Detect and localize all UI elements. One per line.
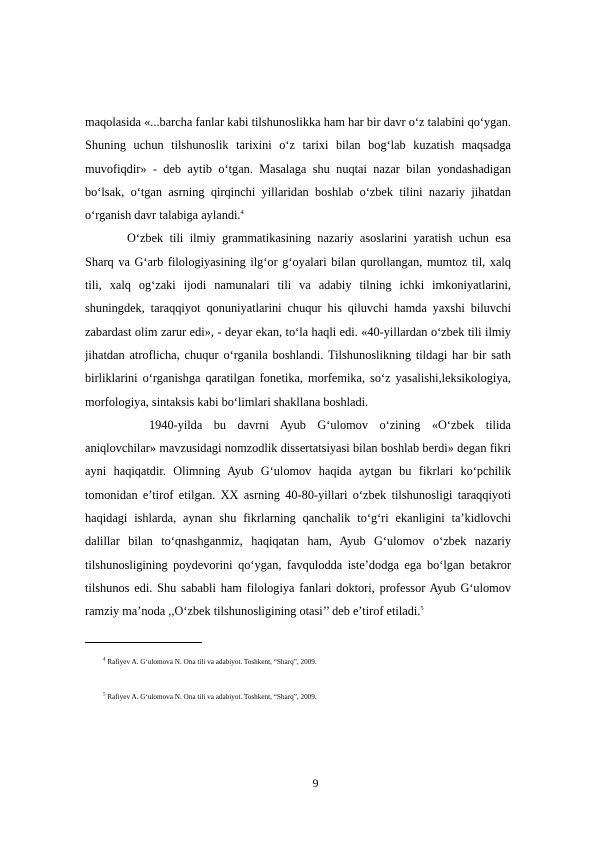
paragraph-2 [85, 227, 511, 413]
footnote-ref-5[interactable]: 5 [420, 605, 424, 613]
footnote-4 [103, 657, 523, 667]
footnote-ref-4[interactable]: 4 [240, 209, 244, 217]
main-text [85, 111, 511, 624]
footnote-text: Rafiyev A. G‘ulomova N. Ona tili va adabiyot. Toshkent, “Sharq”, 2009. [107, 693, 317, 701]
paragraph-3 [85, 414, 511, 624]
footnote-number: 5 [103, 692, 106, 698]
paragraph-3-text: 1940-yilda bu davrni Ayub G‘ulomov o‘zining «O‘zbek tilida aniqlovchilar» mavzusidagi nomzodlik dissertatsiyasi bilan boshlab berdi» degan fikri ayni haqiqatdir. Olimning Ayub G‘ulomov haqida aytgan bu fikrlari ko‘pchilik tomonidan e’tirof etilgan. XX asrning 40-80-yillari o‘zbek tilshunosligi taraqqiyoti haqidagi ishlarda, aynan shu fikrlarning qanchalik to‘g‘ri ekanligini ta’kidlovchi dalillar bilan to‘qnashganmiz, haqiqatan ham, Ayub G‘ulomov o‘zbek nazariy tilshunosligining poydevorini qo‘ygan, favqulodda iste’dodga ega bo‘lgan betakror tilshunos edi. Shu sababli ham filologiya fanlari doktori, professor Ayub G‘ulomov ramziy ma’noda ,,O‘zbek tilshunosligining otasi’’ deb e’tirof etiladi. [85, 417, 511, 619]
footnote-text: Rafiyev A. G‘ulomova N. Ona tili va adabiyot. Toshkent, “Sharq”, 2009. [107, 658, 317, 666]
footnote-number: 4 [103, 657, 106, 663]
paragraph-2-text: O‘zbek tili ilmiy grammatikasining nazariy asoslarini yaratish uchun esa Sharq va G‘arb filologiyasining ilg‘or g‘oyalari bilan qurollangan, mumtoz til, xalq tili, xalq og‘zaki ijodi namunalari tili va adabiy tilning ichki imkoniyatlarini, shuningdek, taraqqiyot qonuniyatlarini chuqur his qiluvchi hamda yaxshi biluvchi zabardast olim zarur edi», - deyar ekan, to‘la haqli edi. «40-yillardan o‘zbek tili ilmiy jihatdan atroflicha, chuqur o‘rganila boshlandi. Tilshunoslikning tildagi har bir sath birliklarini o‘rganishga qaratilgan fonetika, morfemika, so‘z yasalishi,leksikologiya, morfologiya, sintaksis kabi bo‘limlari shakllana boshladi. [85, 231, 511, 409]
footnote-separator [85, 642, 202, 643]
footnote-5 [103, 692, 523, 702]
paragraph-1-text: maqolasida «...barcha fanlar kabi tilshunoslikka ham har bir davr o‘z talabini qo‘ygan. Shuning uchun tilshunoslik tarixini o‘z tarixi bilan bog‘lab kuzatish maqsadga muvofiqdir» - deb aytib o‘tgan. Masalaga shu nuqtai nazar bilan yondashadigan bo‘lsak, o‘tgan asrning qirqinchi yillaridan boshlab o‘zbek tilini nazariy jihatdan o‘rganish davr talabiga aylandi. [85, 115, 511, 223]
paragraph-1 [85, 111, 511, 227]
page-number: 9 [312, 776, 319, 790]
